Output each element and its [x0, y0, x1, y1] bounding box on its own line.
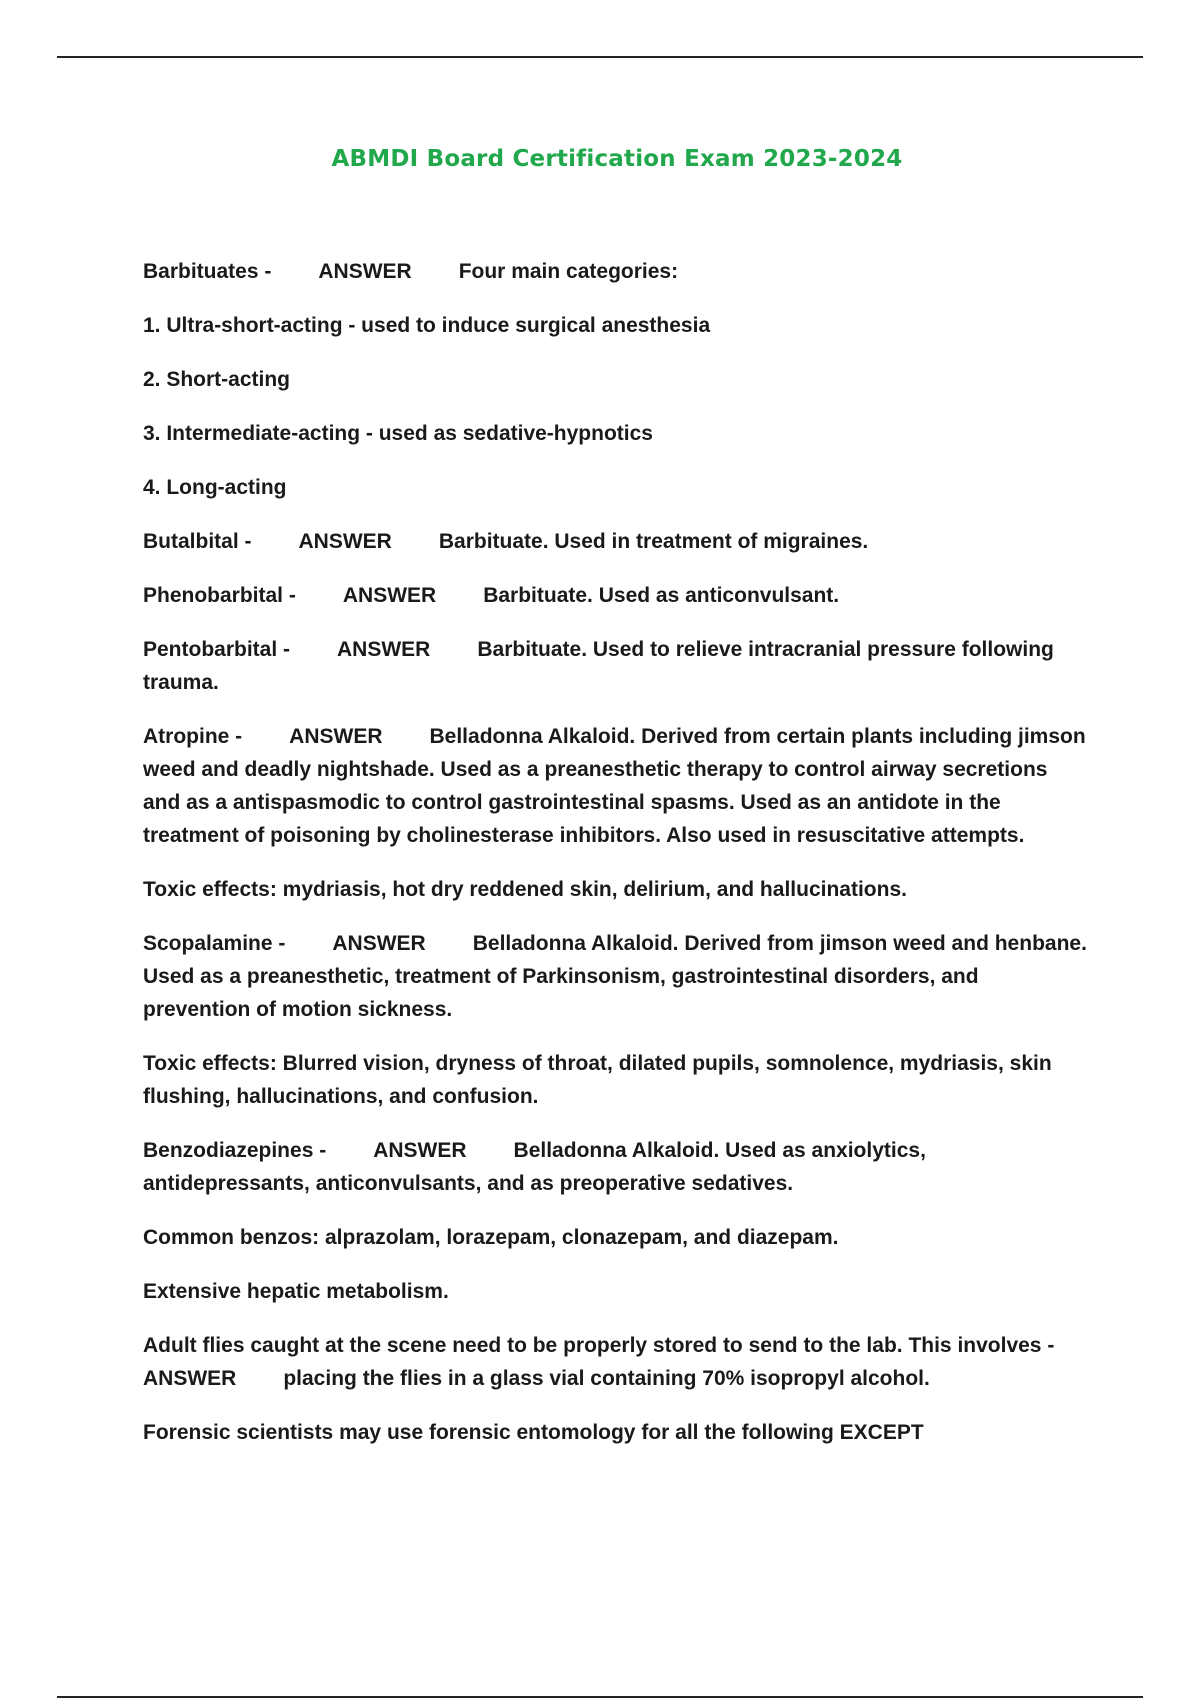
answer-label: ANSWER — [318, 260, 412, 283]
entry-term: Phenobarbital - — [143, 584, 296, 607]
entry-line: Common benzos: alprazolam, lorazepam, clonazepam, and diazepam. — [143, 1226, 839, 1249]
entry-scopalamine — [143, 927, 1088, 1026]
top-rule — [57, 56, 1143, 58]
entry-line: Toxic effects: mydriasis, hot dry reddened skin, delirium, and hallucinations. — [143, 878, 907, 901]
entry-phenobarbital — [143, 579, 1088, 612]
document-body — [143, 255, 1088, 1470]
entry-answer: Belladonna Alkaloid. Used as anxiolytics, antidepressants, anticonvulsants, and as preoperative sedatives. — [143, 1139, 926, 1195]
entry-answer: Four main categories: — [458, 260, 679, 283]
entry-answer: Barbituate. Used to relieve intracranial pressure following trauma. — [143, 638, 1054, 694]
entry-atropine — [143, 720, 1088, 852]
entry-line: Forensic scientists may use forensic entomology for all the following EXCEPT — [143, 1421, 924, 1444]
entry-barbituates — [143, 255, 1088, 288]
answer-label: ANSWER — [332, 932, 426, 955]
entry-line: 1. Ultra-short-acting - used to induce surgical anesthesia — [143, 314, 711, 337]
answer-label: ANSWER — [373, 1139, 467, 1162]
entry-answer: Belladonna Alkaloid. Derived from jimson weed and henbane. Used as a preanesthetic, treatment of Parkinsonism, gastrointestinal disorders, and prevention of motion sickness. — [143, 932, 1087, 1021]
entry-line: 2. Short-acting — [143, 368, 291, 391]
entry-term: Atropine - — [143, 725, 243, 748]
entry-answer: placing the flies in a glass vial containing 70% isopropyl alcohol. — [283, 1367, 930, 1390]
entry-term: Scopalamine - — [143, 932, 286, 955]
answer-label: ANSWER — [342, 584, 437, 607]
entry-benzodiazepines — [143, 1134, 1088, 1200]
entry-line: Extensive hepatic metabolism. — [143, 1280, 449, 1303]
answer-label: ANSWER — [143, 1367, 237, 1390]
entry-question: Adult flies caught at the scene need to be properly stored to send to the lab. This involves - — [143, 1334, 1055, 1357]
bottom-rule — [57, 1696, 1143, 1698]
entry-term: Pentobarbital - — [143, 638, 291, 661]
answer-label: ANSWER — [289, 725, 383, 748]
entry-pentobarbital — [143, 633, 1088, 699]
entry-answer: Barbituate. Used as anticonvulsant. — [483, 584, 840, 607]
entry-line: Toxic effects: Blurred vision, dryness of throat, dilated pupils, somnolence, mydriasis, skin flushing, hallucinations, and confusion. — [143, 1052, 1052, 1108]
document-title: ABMDI Board Certification Exam 2023-2024 — [331, 146, 903, 172]
answer-label: ANSWER — [298, 530, 392, 553]
entry-butalbital — [143, 525, 1088, 558]
entry-answer: Belladonna Alkaloid. Derived from certain plants including jimson weed and deadly nightshade. Used as a preanesthetic therapy to control airway secretions and as a antispasmodic to control gastrointestinal spasms. Used as an antidote in the treatment of poisoning by cholinesterase inhibitors. Also used in resuscitative attempts. — [143, 725, 1086, 847]
entry-term: Benzodiazepines - — [143, 1139, 327, 1162]
entry-line: 4. Long-acting — [143, 476, 287, 499]
entry-adult-flies — [143, 1329, 1088, 1395]
entry-answer: Barbituate. Used in treatment of migraines. — [438, 530, 869, 553]
entry-term: Barbituates - — [143, 260, 272, 283]
entry-line: 3. Intermediate-acting - used as sedative-hypnotics — [143, 422, 653, 445]
answer-label: ANSWER — [337, 638, 431, 661]
entry-term: Butalbital - — [143, 530, 252, 553]
